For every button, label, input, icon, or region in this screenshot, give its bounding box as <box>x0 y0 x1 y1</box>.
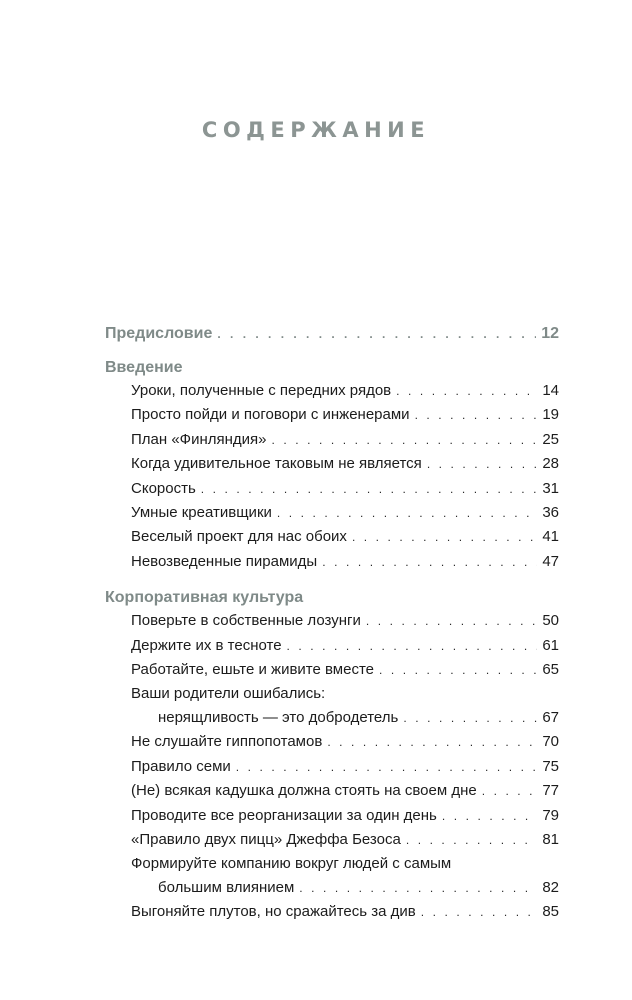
toc-entry[interactable] <box>131 706 559 730</box>
toc-entry-first-line[interactable]: Ваши родители ошибались: <box>131 685 326 703</box>
toc-page-number: 82 <box>542 878 559 896</box>
toc-entry-label: Уроки, полученные с передних рядов <box>131 382 392 399</box>
toc-entry[interactable] <box>131 828 559 852</box>
toc-entry[interactable] <box>131 525 559 549</box>
dot-leader <box>287 635 538 658</box>
toc-entry-label: Просто пойди и поговори с инженерами <box>131 406 410 424</box>
toc-entry[interactable] <box>131 379 559 403</box>
toc-entry-label: нерящливость — это добродетель <box>158 708 399 726</box>
dot-leader <box>327 731 537 754</box>
dot-leader <box>352 526 537 549</box>
toc-entry[interactable] <box>131 501 559 525</box>
toc-page-number: 28 <box>542 455 559 473</box>
toc-page-number: 81 <box>542 830 559 848</box>
toc-entry-label: «Правило двух пицц» Джеффа Безоса <box>131 830 401 848</box>
toc-entry-label: Работайте, ешьте и живите вместе <box>131 661 375 679</box>
toc-entry[interactable] <box>131 452 559 476</box>
toc-page-number: 50 <box>542 612 559 630</box>
toc-page-number: 31 <box>542 479 559 497</box>
toc-entry-label: большим влиянием <box>158 878 295 896</box>
toc-entry[interactable] <box>131 779 559 803</box>
toc-entry-label: Предисловие <box>105 325 213 342</box>
toc-entry-label: Скорость <box>131 479 196 497</box>
toc-entry[interactable] <box>131 428 559 452</box>
section-heading-corporate-culture[interactable]: Корпоративная культура <box>105 589 304 607</box>
toc-entry-label: Когда удивительное таковым не является <box>131 455 422 473</box>
dot-leader <box>406 829 537 852</box>
toc-entry-label: План «Финляндия» <box>131 430 267 448</box>
toc-entry-label: Умные креативщики <box>131 504 272 522</box>
dot-leader <box>396 380 537 403</box>
toc-entry[interactable] <box>131 609 559 633</box>
dot-leader <box>366 610 537 633</box>
toc-entry[interactable] <box>131 876 559 900</box>
dot-leader <box>217 321 536 347</box>
toc-entry[interactable] <box>131 755 559 779</box>
dot-leader <box>201 478 538 501</box>
page-title: СОДЕРЖАНИЕ <box>201 118 431 142</box>
dot-leader <box>299 877 537 900</box>
toc-entry-label: Проводите все реорганизации за один день <box>131 806 437 824</box>
dot-leader <box>427 453 538 476</box>
toc-page-number: 47 <box>542 552 559 570</box>
section-heading-introduction[interactable]: Введение <box>105 359 183 376</box>
toc-entry-first-line[interactable]: Формируйте компанию вокруг людей с самым <box>131 855 452 873</box>
dot-leader <box>415 404 538 427</box>
dot-leader <box>236 756 538 779</box>
toc-page-number: 67 <box>542 708 559 726</box>
section-entries-corporate-culture <box>105 609 559 924</box>
toc-entry-label: Выгоняйте плутов, но сражайтесь за див <box>131 903 416 921</box>
toc-page-number: 70 <box>542 733 559 751</box>
toc-page-number: 14 <box>542 382 559 399</box>
toc-entry-preface[interactable] <box>105 321 559 347</box>
dot-leader <box>442 805 537 828</box>
toc-page-number: 61 <box>542 636 559 654</box>
toc-entry-label: Не слушайте гиппопотамов <box>131 733 323 751</box>
toc-page-number: 12 <box>541 325 559 342</box>
toc-page-number: 41 <box>542 528 559 546</box>
toc-page-number: 85 <box>542 903 559 921</box>
dot-leader <box>403 707 537 730</box>
toc-entry-label: Поверьте в собственные лозунги <box>131 612 361 630</box>
toc-entry-label: Веселый проект для нас обоих <box>131 528 347 546</box>
toc-page-number: 75 <box>542 757 559 775</box>
dot-leader <box>421 901 538 924</box>
dot-leader <box>272 429 538 452</box>
toc-entry[interactable] <box>131 634 559 658</box>
toc-entry[interactable] <box>131 403 559 427</box>
toc-entry-label: Невозведенные пирамиды <box>131 552 318 570</box>
toc-entry[interactable] <box>131 730 559 754</box>
toc-entry-label: (Не) всякая кадушка должна стоять на своем дне <box>131 782 477 800</box>
toc-entry[interactable] <box>131 900 559 924</box>
toc-page-number: 77 <box>542 782 559 800</box>
toc-entry-label: Правило семи <box>131 757 231 775</box>
toc-entry[interactable] <box>131 658 559 682</box>
toc-page-number: 65 <box>542 661 559 679</box>
dot-leader <box>322 551 537 574</box>
toc-entry[interactable] <box>131 804 559 828</box>
toc-page-number: 36 <box>542 504 559 522</box>
toc-page-number: 25 <box>542 430 559 448</box>
dot-leader <box>482 780 538 803</box>
toc-entry-label: Держите их в тесноте <box>131 636 282 654</box>
toc-page-number: 19 <box>542 406 559 424</box>
toc-page-number: 79 <box>542 806 559 824</box>
section-entries-introduction <box>105 379 559 574</box>
dot-leader <box>277 502 537 525</box>
dot-leader <box>379 659 537 682</box>
toc-entry[interactable] <box>131 477 559 501</box>
table-of-contents <box>105 321 559 925</box>
toc-entry[interactable] <box>131 550 559 574</box>
